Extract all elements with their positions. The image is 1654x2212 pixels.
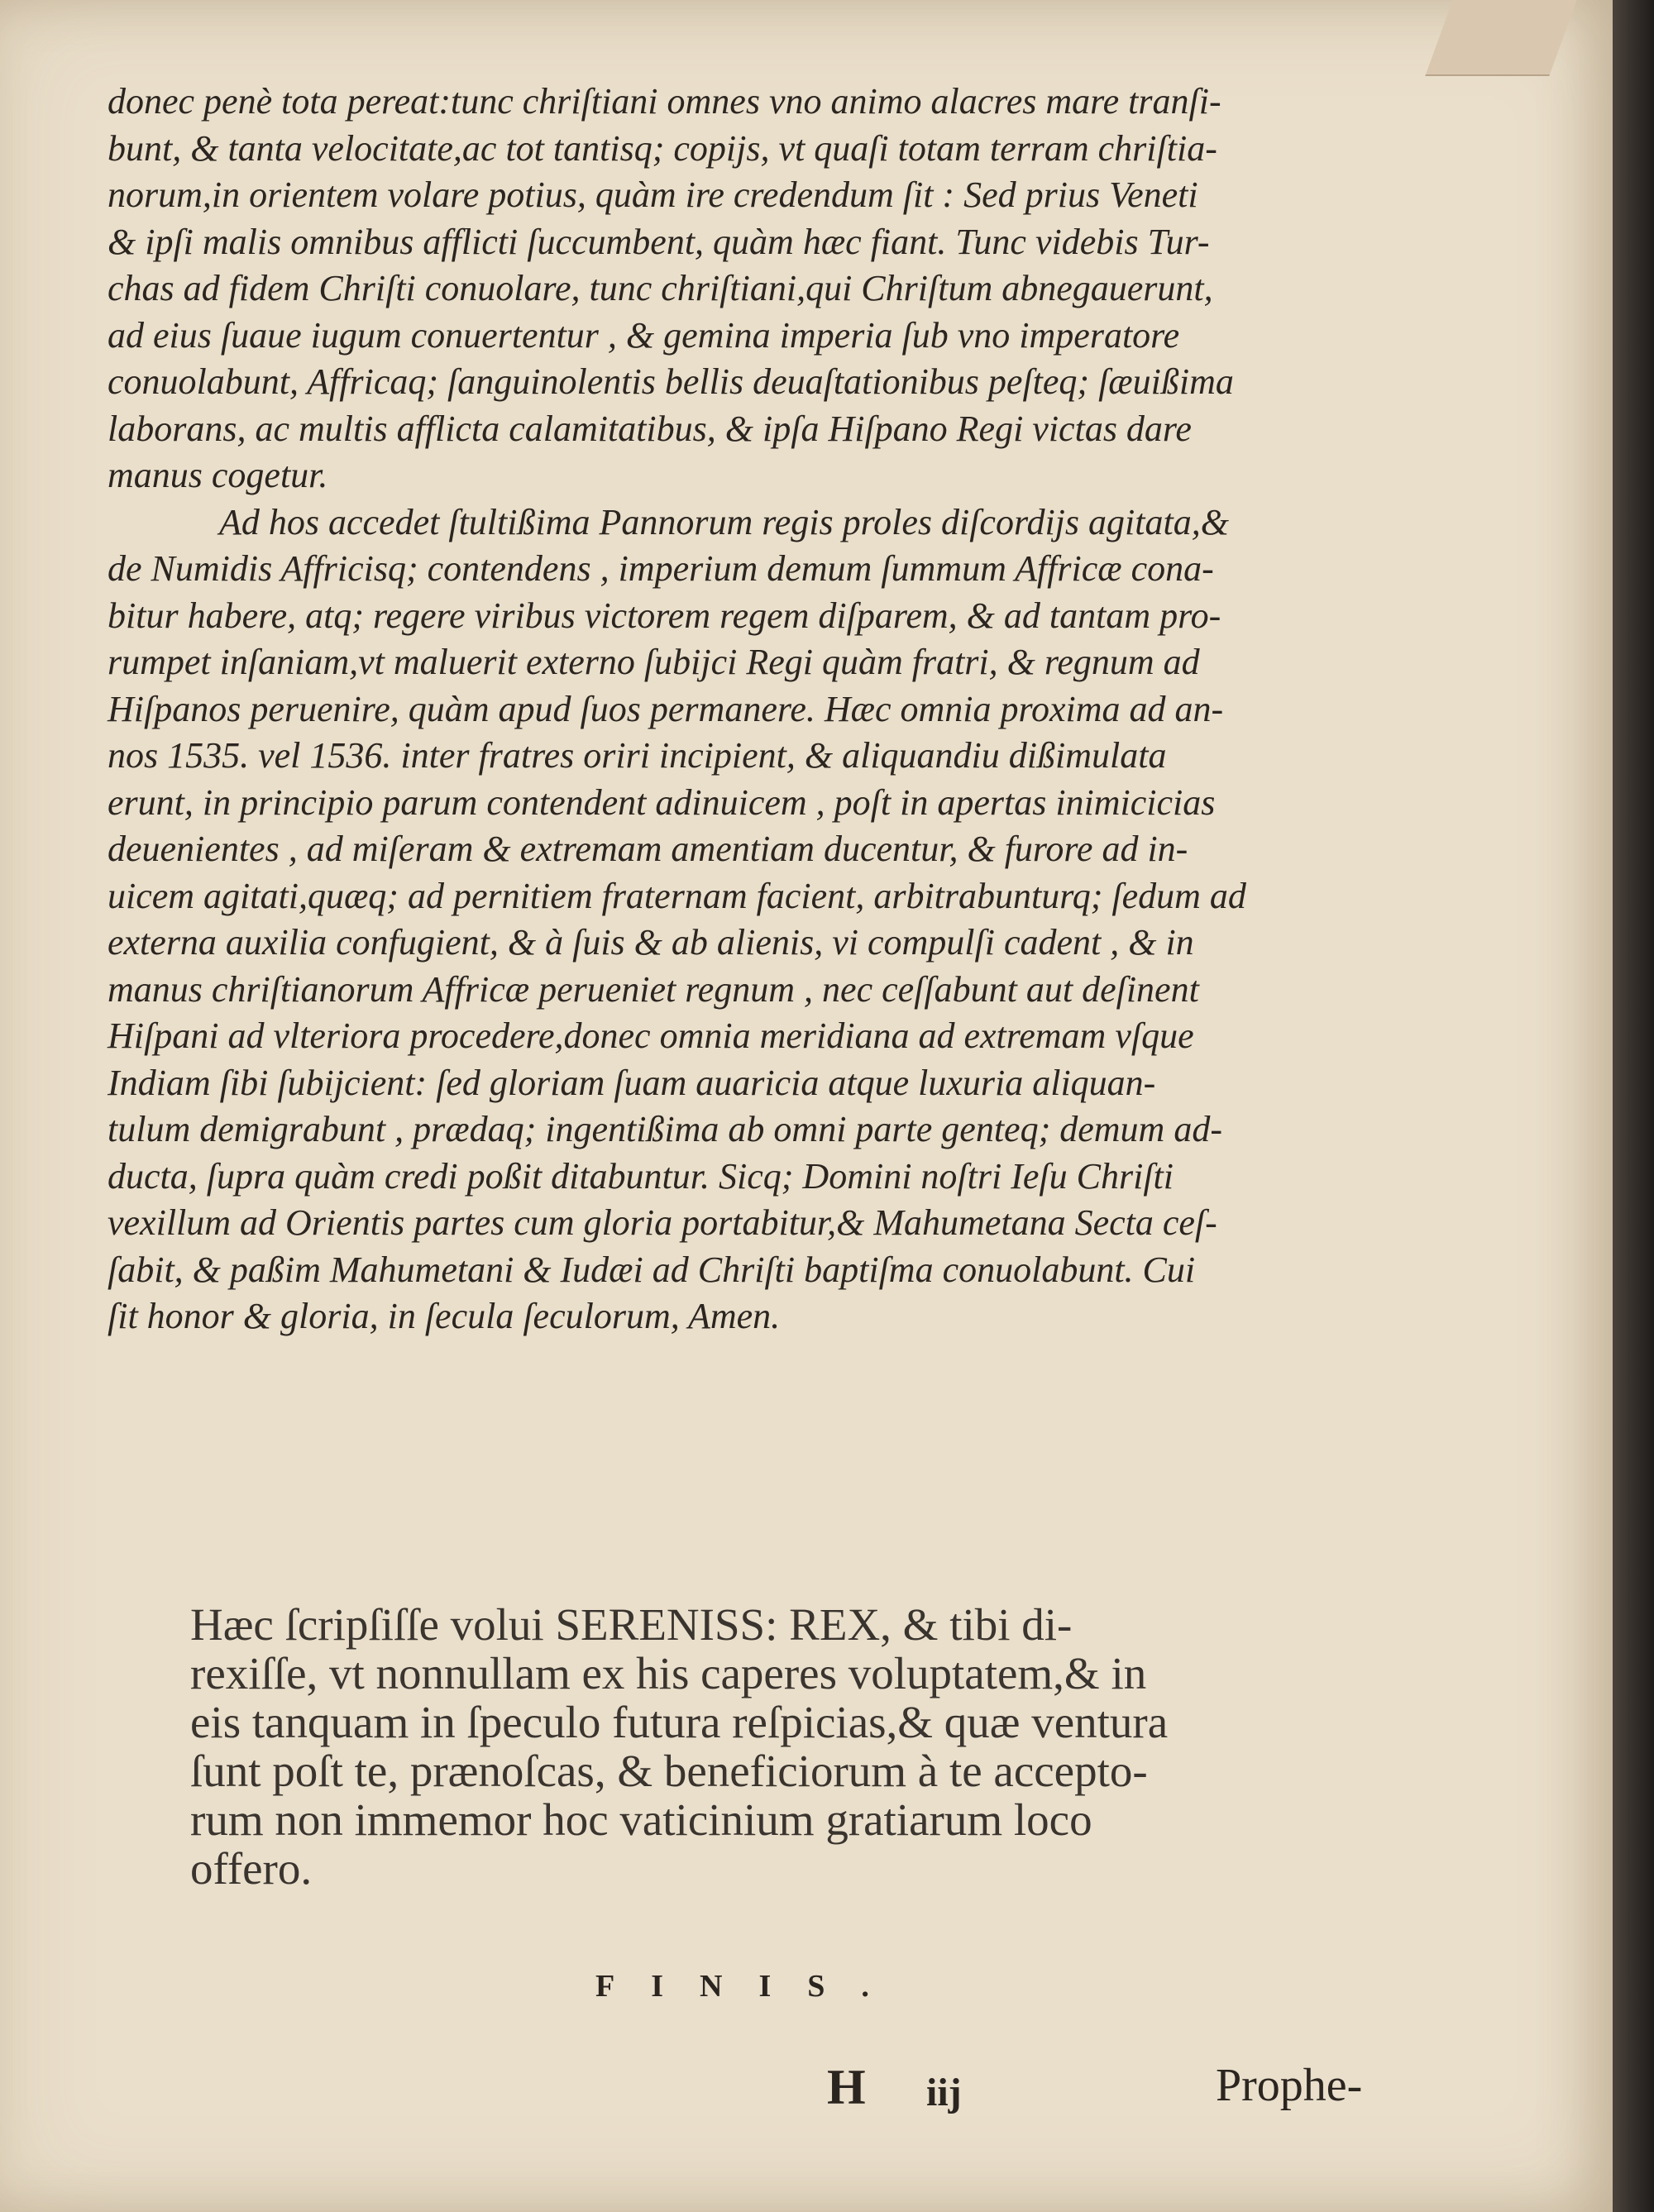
text-line: manus chriſtianorum Affricæ perueniet regnum , nec ceſſabunt aut deſinent [108,968,1199,1010]
text-line: nos 1535. vel 1536. inter fratres oriri incipient, & aliquandiu dißimulata [108,735,1167,776]
text-line: bitur habere, atq; regere viribus victorem regem diſparem, & ad tantam pro- [108,595,1221,636]
text-line: ad eius ſuaue iugum conuertentur , & gemina imperia ſub vno imperatore [108,314,1180,356]
dedication-line: Hæc ſcripſiſſe volui SERENISS: REX, & tibi di- [190,1599,1073,1650]
text-line: ſabit, & paßim Mahumetani & Iudæi ad Chriſti baptiſma conuolabunt. Cui [108,1249,1196,1290]
finis-heading: FINIS. [595,1969,906,2004]
text-line: uicem agitati,quæq; ad pernitiem fraternam facient, arbitrabunturq; ſedum ad [108,875,1246,916]
text-line: Ad hos accedet ſtultißima Pannorum regis proles diſcordijs agitata,& [219,501,1229,542]
text-line: externa auxilia confugient, & à ſuis & ab alienis, vi compulſi cadent , & in [108,922,1194,963]
text-line: chas ad fidem Chriſti conuolare, tunc chriſtiani,qui Chriſtum abnegauerunt, [108,268,1213,308]
text-line: rumpet inſaniam,vt maluerit externo ſubijci Regi quàm fratri, & regnum ad [108,642,1200,682]
paragraph-2 [108,499,1398,1340]
dedication-line: eis tanquam in ſpeculo futura reſpicias,& quæ ventura [190,1697,1169,1747]
signature-mark: H [827,2060,866,2114]
dedication-line: offero. [190,1843,313,1894]
text-line: & ipſi malis omnibus afflicti ſuccumbent, quàm hæc fiant. Tunc videbis Tur- [108,221,1210,262]
text-line: Hiſpani ad vlteriora procedere,donec omnia meridiana ad extremam vſque [108,1015,1194,1056]
text-line: donec penè tota pereat:tunc chriſtiani omnes vno animo alacres mare tranſi- [108,81,1221,122]
catchword: Prophe- [1216,2060,1363,2111]
text-line: de Numidis Affricisq; contendens , imperium demum ſummum Affricæ cona- [108,548,1214,589]
dedication-line: ſunt poſt te, prænoſcas, & beneficiorum à te accepto- [190,1746,1148,1796]
text-line: tulum demigrabunt , prædaq; ingentißima ab omni parte genteq; demum ad- [108,1109,1222,1149]
dedication-line: rexiſſe, vt nonnullam ex his caperes voluptatem,& in [190,1648,1147,1698]
text-line: bunt, & tanta velocitate,ac tot tantisq; copijs, vt quaſi totam terram chriſtia- [108,127,1217,169]
body-text [108,79,1398,1340]
text-line: ducta, ſupra quàm credi poßit ditabuntur. Sicq; Domini noſtri Ieſu Chriſti [108,1155,1174,1197]
text-line: conuolabunt, Affricaq; ſanguinolentis bellis deuaſtationibus peſteq; ſæuißima [108,361,1234,402]
text-line: ſit honor & gloria, in ſecula ſeculorum, Amen. [108,1296,781,1336]
page-corner-tab [1425,0,1576,76]
text-line: norum,in orientem volare potius, quàm ire credendum ſit : Sed prius Veneti [108,174,1198,215]
dedication-line: rum non immemor hoc vaticinium gratiarum loco [190,1794,1092,1845]
text-line: Hiſpanos peruenire, quàm apud ſuos permanere. Hæc omnia proxima ad an- [108,688,1224,729]
paragraph-1 [108,79,1398,499]
leaf-number: iij [926,2071,962,2114]
text-line: laborans, ac multis afflicta calamitatibus, & ipſa Hiſpano Regi victas dare [108,408,1192,449]
text-line: vexillum ad Orientis partes cum gloria portabitur,& Mahumetana Secta ceſ- [108,1202,1217,1243]
text-line: erunt, in principio parum contendent adinuicem , poſt in apertas inimicicias [108,781,1216,823]
book-gutter [1613,0,1654,2212]
text-line: Indiam ſibi ſubijcient: ſed gloriam ſuam auaricia atque luxuria aliquan- [108,1062,1156,1103]
text-line: manus cogetur. [108,455,328,495]
text-line: deuenientes , ad miſeram & extremam amentiam ducentur, & furore ad in- [108,829,1188,869]
dedication-paragraph [190,1600,1365,1893]
